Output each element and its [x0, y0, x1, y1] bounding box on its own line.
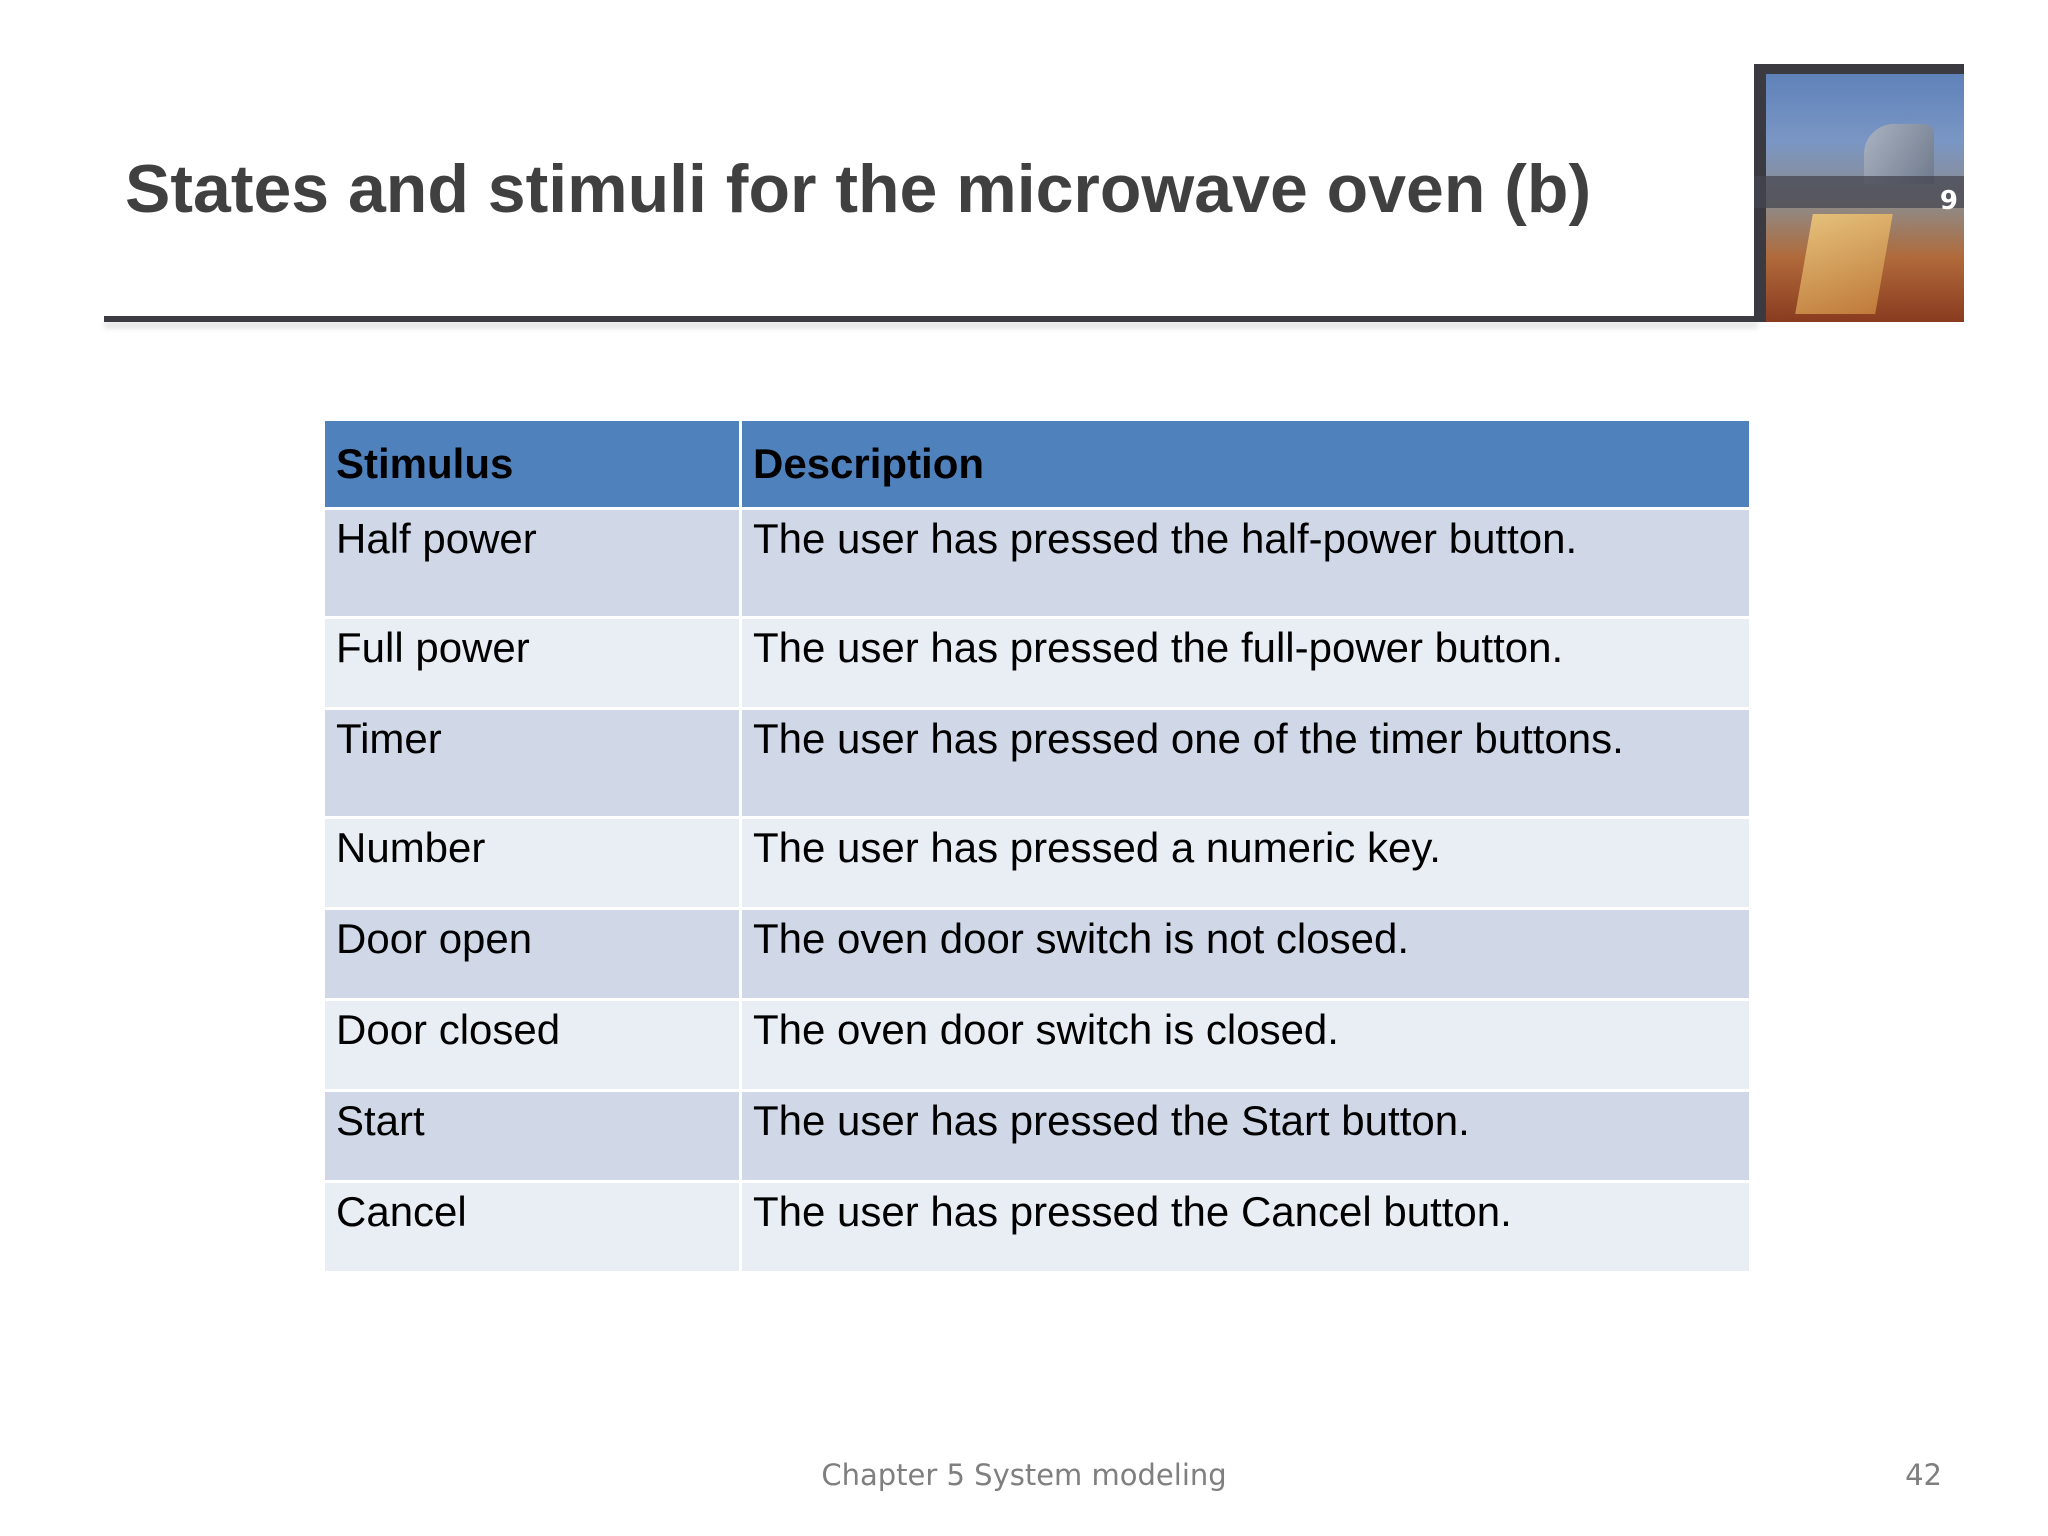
- stimulus-cell: Timer: [324, 709, 741, 818]
- stimulus-cell: Cancel: [324, 1182, 741, 1273]
- header-description: Description: [741, 420, 1751, 509]
- book-cover-image: [1754, 64, 1964, 322]
- description-cell: The user has pressed the half-power button.: [741, 509, 1751, 618]
- title-divider: [104, 316, 1758, 322]
- book-cover-title-band: [1754, 176, 1964, 208]
- book-cover-top-bar: [1754, 64, 1964, 74]
- table-row: [324, 509, 1751, 618]
- description-cell: The user has pressed the Cancel button.: [741, 1182, 1751, 1273]
- stimulus-cell: Full power: [324, 618, 741, 709]
- table-row: [324, 1182, 1751, 1273]
- stimulus-cell: Half power: [324, 509, 741, 618]
- table-row: [324, 709, 1751, 818]
- stimulus-cell: Number: [324, 818, 741, 909]
- description-cell: The oven door switch is closed.: [741, 1000, 1751, 1091]
- description-cell: The user has pressed one of the timer buttons.: [741, 709, 1751, 818]
- table-row: [324, 1091, 1751, 1182]
- stimulus-cell: Start: [324, 1091, 741, 1182]
- table-row: [324, 1000, 1751, 1091]
- description-cell: The user has pressed the Start button.: [741, 1091, 1751, 1182]
- description-cell: The user has pressed the full-power button.: [741, 618, 1751, 709]
- table-row: [324, 618, 1751, 709]
- page-number: 42: [1905, 1458, 1942, 1492]
- stimuli-table: [322, 418, 1752, 1274]
- footer-chapter: Chapter 5 System modeling: [821, 1458, 1227, 1492]
- book-cover-edition: 9: [1939, 186, 1958, 216]
- table-row: [324, 909, 1751, 1000]
- header-stimulus: Stimulus: [324, 420, 741, 509]
- stimulus-cell: Door closed: [324, 1000, 741, 1091]
- description-cell: The oven door switch is not closed.: [741, 909, 1751, 1000]
- description-cell: The user has pressed a numeric key.: [741, 818, 1751, 909]
- slide-title: States and stimuli for the microwave oven (b): [125, 151, 1592, 227]
- table-header-row: [324, 420, 1751, 509]
- book-cover-structure-shape: [1795, 214, 1893, 314]
- stimulus-cell: Door open: [324, 909, 741, 1000]
- table-row: [324, 818, 1751, 909]
- book-cover-building-shape: [1864, 124, 1934, 184]
